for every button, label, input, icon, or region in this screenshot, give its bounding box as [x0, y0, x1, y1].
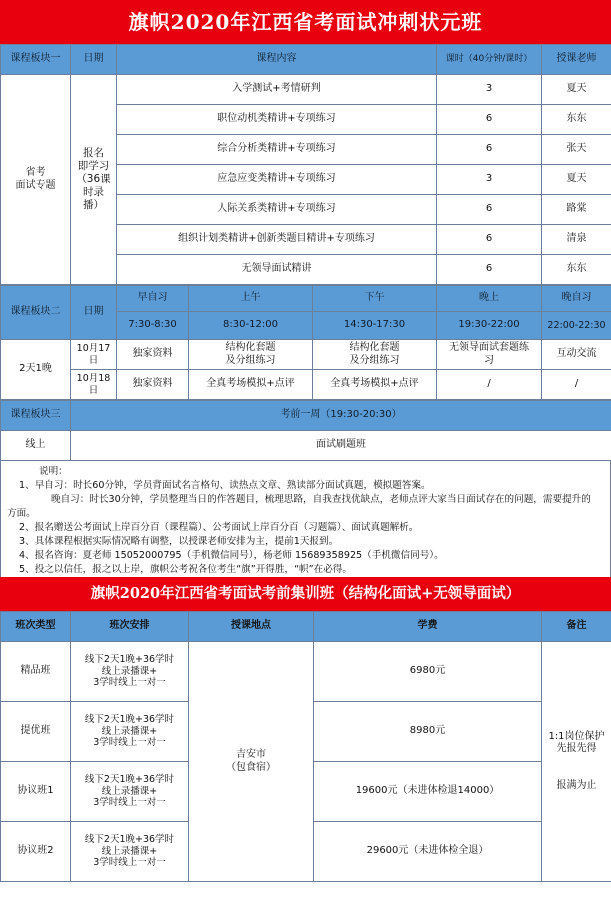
teacher-cell: 东东 — [542, 255, 611, 285]
note-2: 2、报名赠送公考面试上岸百分百（课程篇）、公考面试上岸百分百（习题篇）、面试真题解析。 — [19, 522, 419, 533]
header-hours: 课时（40分钟/课时） — [437, 45, 542, 75]
slot-name: 早自习 — [117, 286, 189, 312]
table-row — [1, 642, 611, 702]
content-cell: 无领导面试精讲 — [117, 255, 437, 285]
slot-time: 7:30-8:30 — [117, 312, 189, 340]
day-date: 10月17日 — [71, 340, 117, 370]
slot-name: 下午 — [313, 286, 437, 312]
hours-cell: 6 — [437, 135, 542, 165]
header-remark: 备注 — [542, 612, 611, 642]
teacher-cell: 夏天 — [542, 75, 611, 105]
slot-time: 19:30-22:00 — [437, 312, 542, 340]
table-row — [1, 340, 611, 370]
table-row — [1, 370, 611, 400]
header-module: 课程板块一 — [1, 45, 71, 75]
module3-header: 考前一周（19:30-20:30） — [71, 401, 611, 431]
class-fee: 29600元（未进体检全退） — [314, 822, 542, 882]
day-cell: / — [437, 370, 542, 400]
content-cell: 职位动机类精讲+专项练习 — [117, 105, 437, 135]
day-cell: 全真考场模拟+点评 — [189, 370, 313, 400]
section1-header-row — [1, 45, 611, 75]
hours-cell: 6 — [437, 195, 542, 225]
hours-cell: 6 — [437, 225, 542, 255]
section1-table — [0, 44, 611, 285]
header-content: 课程内容 — [117, 45, 437, 75]
day-cell: 互动交流 — [542, 340, 611, 370]
teacher-cell: 张天 — [542, 135, 611, 165]
slot-name: 上午 — [189, 286, 313, 312]
date2-label: 日期 — [71, 286, 117, 340]
table-row — [1, 75, 611, 105]
remark-cell — [542, 642, 611, 882]
header-location: 授课地点 — [189, 612, 314, 642]
content-cell: 人际关系类精讲+专项练习 — [117, 195, 437, 225]
header-date: 日期 — [71, 45, 117, 75]
module2-cell: 2天1晚 — [1, 340, 71, 400]
module3-label: 课程板块三 — [1, 401, 71, 431]
title2-banner: 旗帜2020年江西省考面试考前集训班（结构化面试+无领导面试） — [0, 577, 611, 611]
title-banner: 旗帜2020年江西省考面试冲刺状元班 — [0, 0, 611, 44]
hours-cell: 6 — [437, 105, 542, 135]
module3-content: 面试刷题班 — [71, 431, 611, 461]
class-type: 提优班 — [1, 702, 71, 762]
class-plan: 线下2天1晚+36学时 线上录播课+ 3学时线上一对一 — [71, 642, 189, 702]
class-plan: 线下2天1晚+36学时 线上录播课+ 3学时线上一对一 — [71, 762, 189, 822]
content-cell: 入学测试+考情研判 — [117, 75, 437, 105]
class-type: 精品班 — [1, 642, 71, 702]
slot-time: 14:30-17:30 — [313, 312, 437, 340]
header-fee: 学费 — [314, 612, 542, 642]
content-cell: 应急应变类精讲+专项练习 — [117, 165, 437, 195]
fee-table — [0, 611, 611, 882]
day-cell: 独家资料 — [117, 340, 189, 370]
slot-time: 22:00-22:30 — [542, 312, 611, 340]
section3-header-row — [1, 401, 611, 431]
content-cell: 组织计划类精讲+创新类题目精讲+专项练习 — [117, 225, 437, 255]
section2-table — [0, 285, 611, 400]
remark-line-1: 1:1岗位保护 先报先得 — [548, 730, 605, 755]
note-1: 1、早自习：时长60分钟，学员背面试名言格句、读热点文章、熟读部分面试真题，模拟题答案。 — [19, 480, 431, 491]
class-plan: 线下2天1晚+36学时 线上录播课+ 3学时线上一对一 — [71, 702, 189, 762]
module-cell: 省考 面试专题 — [1, 75, 71, 285]
location-cell: 吉安市 （包食宿） — [189, 642, 314, 882]
hours-cell: 3 — [437, 165, 542, 195]
day-date: 10月18日 — [71, 370, 117, 400]
class-fee: 19600元（未进体检退14000） — [314, 762, 542, 822]
hours-cell: 3 — [437, 75, 542, 105]
class-fee: 6980元 — [314, 642, 542, 702]
note-3: 3、具体课程根据实际情况略有调整，以授课老师安排为主，提前1天报到。 — [19, 536, 339, 547]
header-plan: 班次安排 — [71, 612, 189, 642]
remark-line-2: 报满为止 — [556, 779, 597, 791]
class-fee: 8980元 — [314, 702, 542, 762]
slot-time: 8:30-12:00 — [189, 312, 313, 340]
class-type: 协议班1 — [1, 762, 71, 822]
note-5: 5、投之以信任，报之以上岸，旗帜公考祝各位考生“旗”开得胜，“帜”在必得。 — [19, 564, 352, 575]
notes-section — [0, 461, 611, 577]
teacher-cell: 路棠 — [542, 195, 611, 225]
teacher-cell: 清泉 — [542, 225, 611, 255]
notes-heading: 说明： — [39, 466, 68, 477]
section2-header-row — [1, 286, 611, 312]
note-1b: 晚自习：时长30分钟，学员整理当日的作答题目，梳理思路，自我查找优缺点，老师点评大家当日面试存在的问题，需要提升的方面。 — [7, 494, 591, 519]
content-cell: 综合分析类精讲+专项练习 — [117, 135, 437, 165]
day-cell: 独家资料 — [117, 370, 189, 400]
module3-cell: 线上 — [1, 431, 71, 461]
module2-label: 课程板块二 — [1, 286, 71, 340]
day-cell: 全真考场模拟+点评 — [313, 370, 437, 400]
teacher-cell: 东东 — [542, 105, 611, 135]
header-type: 班次类型 — [1, 612, 71, 642]
note-4: 4、报名咨询：夏老师 15052000795（手机微信同号），杨老师 15689358925（手机微信同号）。 — [19, 550, 444, 561]
day-cell: / — [542, 370, 611, 400]
class-type: 协议班2 — [1, 822, 71, 882]
slot-name: 晚上 — [437, 286, 542, 312]
class-plan: 线下2天1晚+36学时 线上录播课+ 3学时线上一对一 — [71, 822, 189, 882]
hours-cell: 6 — [437, 255, 542, 285]
date-cell: 报名 即学习 （36课 时录 播） — [71, 75, 117, 285]
day-cell: 结构化套题 及分组练习 — [189, 340, 313, 370]
slot-name: 晚自习 — [542, 286, 611, 312]
header-teacher: 授课老师 — [542, 45, 611, 75]
section3-table — [0, 400, 611, 461]
day-cell: 结构化套题 及分组练习 — [313, 340, 437, 370]
fee-header-row — [1, 612, 611, 642]
day-cell: 无领导面试套题练 习 — [437, 340, 542, 370]
teacher-cell: 夏天 — [542, 165, 611, 195]
table-row — [1, 431, 611, 461]
